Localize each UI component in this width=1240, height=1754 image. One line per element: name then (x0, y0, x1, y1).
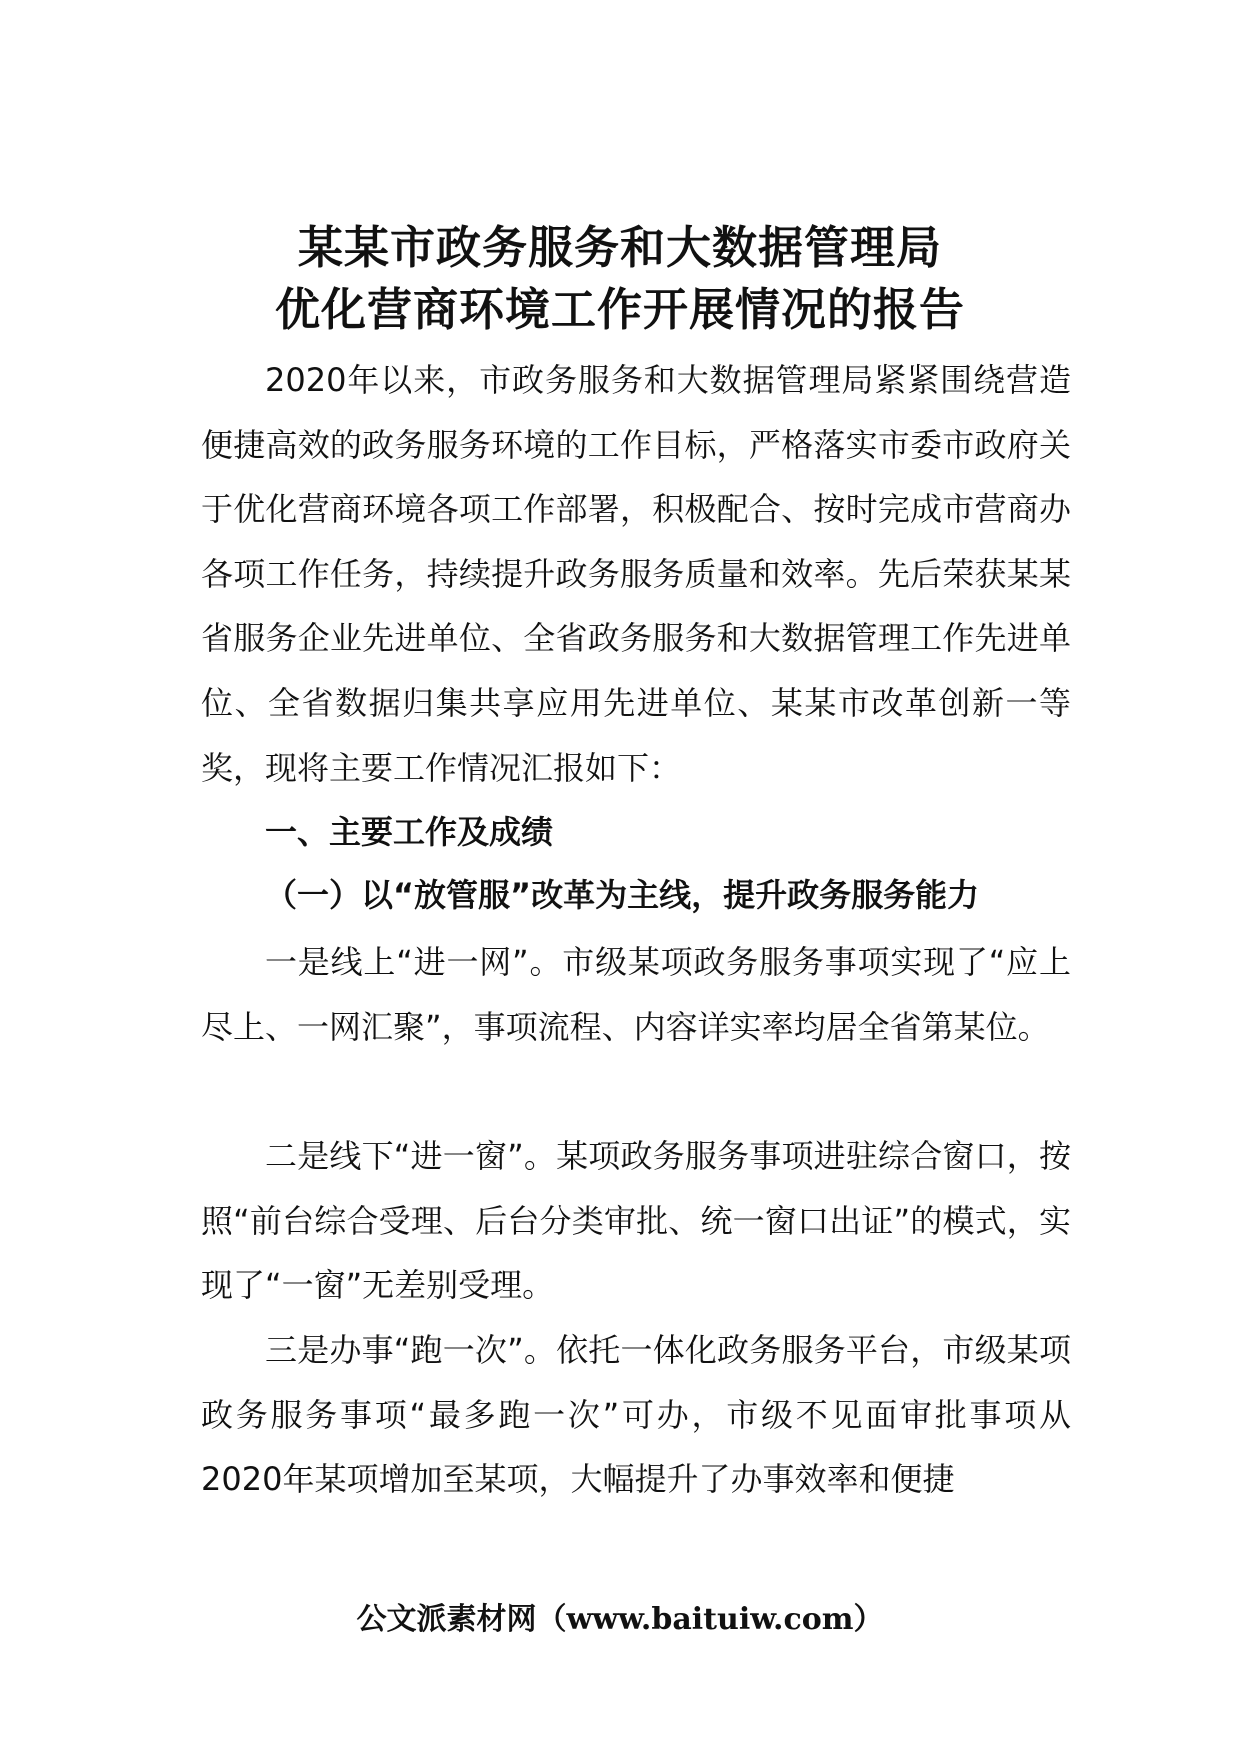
body-paragraph: 二是线下“进一窗”。某项政务服务事项进驻综合窗口，按照“前台综合受理、后台分类审批、统一窗口出证”的模式，实现了“一窗”无差别受理。 (201, 1137, 1071, 1305)
subsection-heading: （一）以“放管服”改革为主线，提升政务服务能力 (265, 876, 980, 914)
section-heading: 一、主要工作及成绩 (265, 813, 554, 851)
document-title-line-2: 优化营商环境工作开展情况的报告 (274, 283, 965, 336)
body-paragraph: 一是线上“进一网”。市级某项政务服务事项实现了“应上尽上、一网汇聚”，事项流程、内容详实率均居全省第某位。 (201, 943, 1071, 1046)
footer-source-text: 公文派素材网（www.baituiw.com） (356, 1602, 884, 1637)
intro-paragraph: 2020年以来，市政务服务和大数据管理局紧紧围绕营造便捷高效的政务服务环境的工作目标，严格落实市委市政府关于优化营商环境各项工作部署，积极配合、按时完成市营商办各项工作任务，持续提升政务服务质量和效率。先后荣获某某省服务企业先进单位、全省政务服务和大数据管理工作先进单位、全省数据归集共享应用先进单位、某某市改革创新一等奖，现将主要工作情况汇报如下： (201, 361, 1071, 787)
body-paragraph: 三是办事“跑一次”。依托一体化政务服务平台，市级某项政务服务事项“最多跑一次”可办，市级不见面审批事项从2020年某项增加至某项，大幅提升了办事效率和便捷 (201, 1331, 1071, 1499)
document-title-line-1: 某某市政务服务和大数据管理局 (297, 221, 942, 274)
